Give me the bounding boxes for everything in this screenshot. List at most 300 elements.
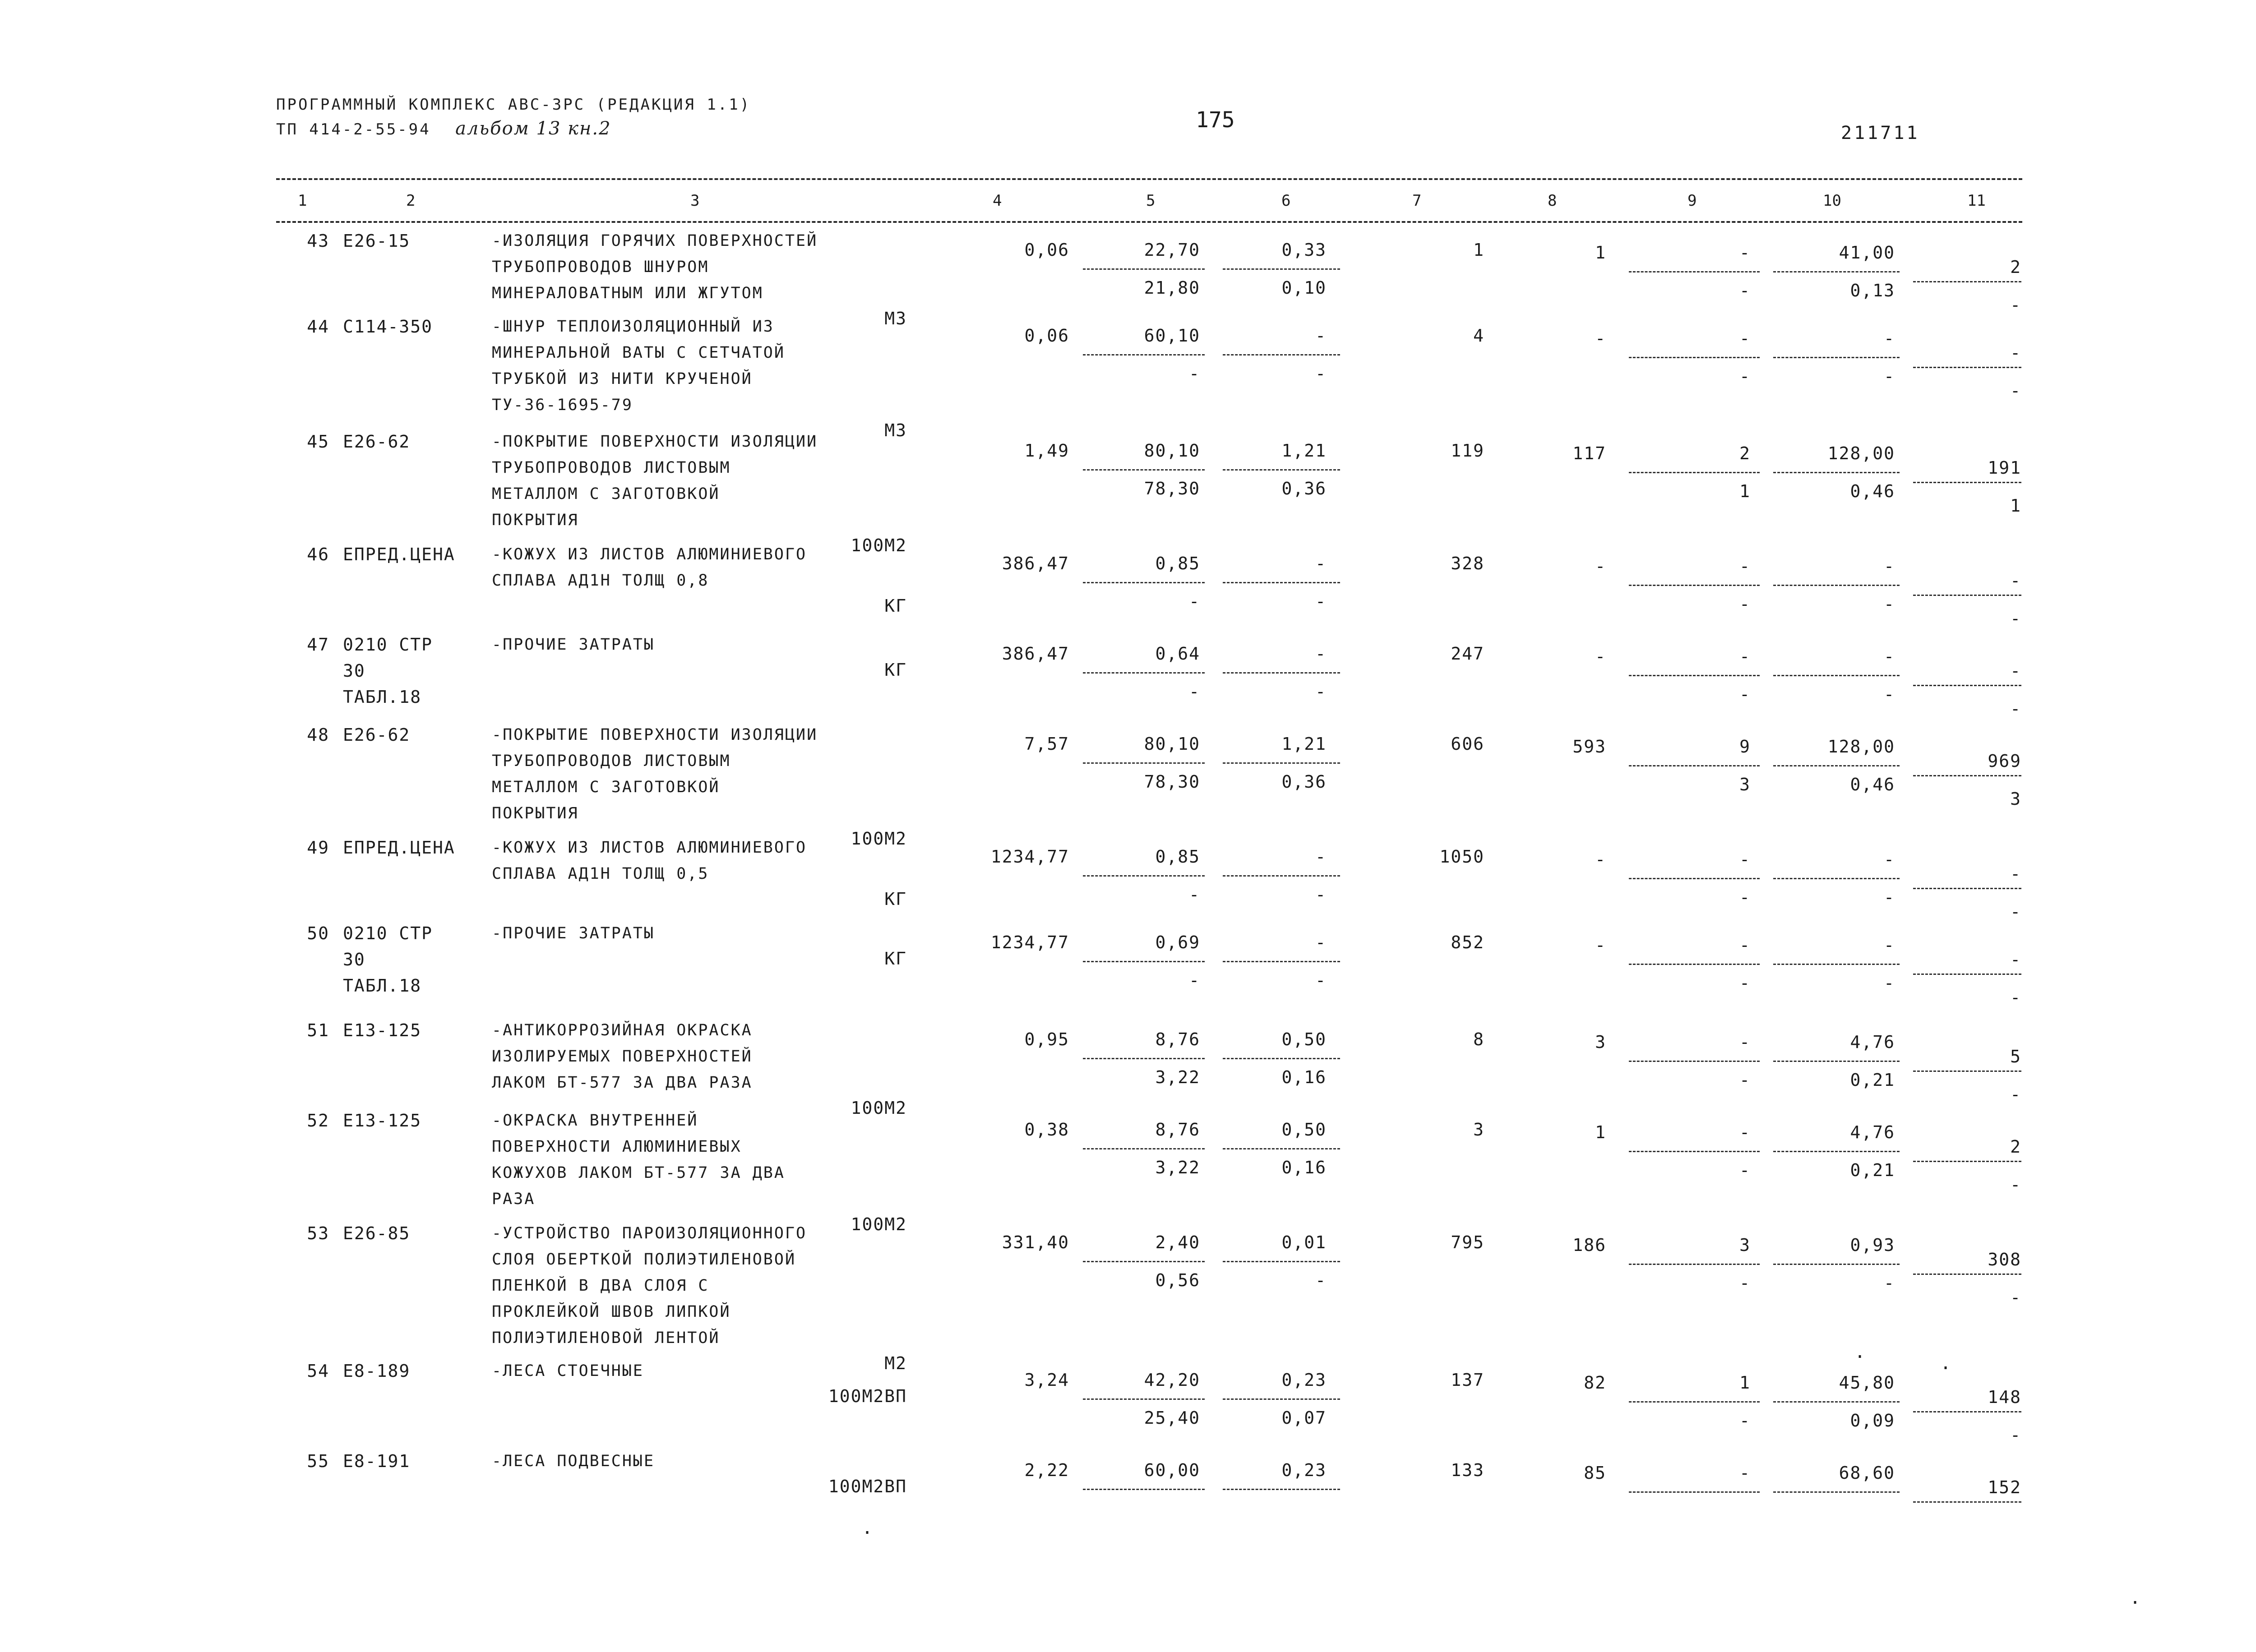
machine-cost: 1,21: [1281, 441, 1327, 461]
work-description: [492, 314, 785, 418]
unit-of-measure: 100М2ВП: [828, 1386, 907, 1406]
labor-total: -: [2010, 950, 2021, 969]
labor-total-machinists: -: [2010, 988, 2021, 1007]
wages-total: 186: [1572, 1235, 1606, 1255]
total-cost: 3: [1473, 1120, 1484, 1140]
sub-rule: [1773, 878, 1900, 879]
unit-price-wages: -: [1189, 364, 1200, 383]
total-cost: 8: [1473, 1029, 1484, 1049]
sub-rule: [1083, 1058, 1205, 1059]
total-cost: 4: [1473, 326, 1484, 346]
labor-per-unit-machinists: -: [1884, 1273, 1895, 1293]
description-line: ИЗОЛИРУЕМЫХ ПОВЕРХНОСТЕЙ: [492, 1047, 753, 1066]
machine-total: -: [1739, 1032, 1751, 1052]
labor-total: -: [2010, 661, 2021, 681]
machine-cost: 0,01: [1281, 1232, 1327, 1252]
description-line: ПОКРЫТИЯ: [492, 804, 579, 822]
machine-total: 3: [1739, 1235, 1751, 1255]
labor-total-machinists: -: [2010, 1287, 2021, 1307]
sub-rule: [1629, 1151, 1760, 1152]
machine-total-wages: -: [1739, 684, 1751, 704]
description-line: ТРУБОПРОВОДОВ ШНУРОМ: [492, 258, 709, 276]
unit-price-wages: 21,80: [1144, 278, 1200, 298]
description-line: -ПОКРЫТИЕ ПОВЕРХНОСТИ ИЗОЛЯЦИИ: [492, 433, 818, 451]
unit-of-measure: 100М2: [851, 1098, 907, 1118]
machine-cost: 0,50: [1281, 1120, 1327, 1140]
column-header-7: 7: [1412, 192, 1422, 210]
quantity: 2,22: [1024, 1460, 1069, 1480]
sub-rule: [1083, 1398, 1205, 1400]
price-code: ТАБЛ.18: [343, 976, 422, 996]
column-header-6: 6: [1281, 192, 1291, 210]
row-number: 43: [307, 231, 329, 251]
total-cost: 606: [1451, 734, 1484, 754]
labor-total: 191: [1988, 458, 2021, 478]
column-header-4: 4: [993, 192, 1002, 210]
description-line: ПОВЕРХНОСТИ АЛЮМИНИЕВЫХ: [492, 1138, 742, 1156]
sub-rule: [1913, 1274, 2021, 1275]
unit-price: 0,85: [1155, 554, 1200, 573]
wages-total: -: [1595, 556, 1606, 576]
sub-rule: [1223, 1489, 1340, 1490]
quantity: 386,47: [1002, 554, 1069, 573]
work-description: [492, 228, 818, 306]
sub-rule: [1083, 762, 1205, 764]
machine-cost: 0,23: [1281, 1460, 1327, 1480]
sub-rule: [1913, 1501, 2021, 1503]
machine-total: 2: [1739, 443, 1751, 463]
sub-rule: [1773, 964, 1900, 965]
sub-rule: [1083, 1148, 1205, 1149]
machine-total-wages: -: [1739, 1070, 1751, 1090]
work-description: [492, 835, 807, 887]
sub-rule: [1629, 1401, 1760, 1403]
description-line: МЕТАЛЛОМ С ЗАГОТОВКОЙ: [492, 485, 720, 503]
handwritten-note: альбом 13 кн.2: [455, 118, 611, 139]
labor-per-unit: -: [1884, 646, 1895, 666]
work-description: [492, 722, 818, 826]
machine-cost-wages: -: [1315, 364, 1327, 383]
sub-rule: [1773, 1264, 1900, 1265]
total-cost: 328: [1451, 554, 1484, 573]
price-code: 30: [343, 950, 365, 969]
sub-rule: [1083, 961, 1205, 962]
description-line: -ЛЕСА СТОЕЧНЫЕ: [492, 1362, 644, 1380]
sub-rule: [1223, 875, 1340, 877]
machine-cost-wages: 0,36: [1281, 479, 1327, 498]
price-code: С114-350: [343, 317, 433, 337]
sub-rule: [1223, 1058, 1340, 1059]
quantity: 1234,77: [990, 847, 1069, 867]
wages-total: -: [1595, 328, 1606, 348]
unit-price: 0,64: [1155, 644, 1200, 664]
labor-total-machinists: -: [2010, 381, 2021, 401]
labor-per-unit-machinists: -: [1884, 594, 1895, 614]
labor-per-unit: -: [1884, 556, 1895, 576]
unit-price-wages: 78,30: [1144, 479, 1200, 498]
labor-total: -: [2010, 864, 2021, 884]
machine-cost: -: [1315, 847, 1327, 867]
row-number: 50: [307, 923, 329, 943]
labor-per-unit-machinists: -: [1884, 684, 1895, 704]
row-number: 45: [307, 432, 329, 452]
labor-per-unit-machinists: 0,46: [1850, 775, 1895, 794]
sub-rule: [1773, 765, 1900, 766]
sub-rule: [1773, 675, 1900, 676]
quantity: 0,06: [1024, 326, 1069, 346]
unit-of-measure: М3: [884, 309, 907, 328]
description-line: ПЛЕНКОЙ В ДВА СЛОЯ С: [492, 1277, 709, 1295]
labor-per-unit: 128,00: [1827, 737, 1895, 757]
row-number: 44: [307, 317, 329, 337]
wages-total: 117: [1572, 443, 1606, 463]
labor-total-machinists: -: [2010, 1084, 2021, 1104]
unit-price: 0,85: [1155, 847, 1200, 867]
unit-price-wages: 0,56: [1155, 1270, 1200, 1290]
description-line: ТРУБКОЙ ИЗ НИТИ КРУЧЕНОЙ: [492, 370, 753, 388]
total-cost: 1: [1473, 240, 1484, 260]
total-cost: 133: [1451, 1460, 1484, 1480]
sub-rule: [1773, 585, 1900, 586]
machine-total-wages: 3: [1739, 775, 1751, 794]
scan-speck: ·: [2130, 1592, 2141, 1613]
description-line: ЛАКОМ БТ-577 ЗА ДВА РАЗА: [492, 1074, 753, 1092]
sub-rule: [1629, 765, 1760, 766]
description-line: -УСТРОЙСТВО ПАРОИЗОЛЯЦИОННОГО: [492, 1224, 807, 1242]
description-line: СЛОЯ ОБЕРТКОЙ ПОЛИЭТИЛЕНОВОЙ: [492, 1251, 796, 1269]
labor-per-unit: 4,76: [1850, 1032, 1895, 1052]
machine-total: 1: [1739, 1373, 1751, 1393]
sub-rule: [1773, 1151, 1900, 1152]
sub-rule: [1223, 268, 1340, 270]
labor-total-machinists: 1: [2010, 496, 2021, 516]
sub-rule: [1629, 1264, 1760, 1265]
description-line: -ПРОЧИЕ ЗАТРАТЫ: [492, 636, 655, 654]
row-number: 49: [307, 838, 329, 858]
sub-rule: [1913, 595, 2021, 596]
description-line: СПЛАВА АД1Н ТОЛЩ 0,5: [492, 865, 709, 883]
description-line: -АНТИКОРРОЗИЙНАЯ ОКРАСКА: [492, 1021, 753, 1039]
price-code: Е26-85: [343, 1223, 411, 1243]
machine-cost: 0,33: [1281, 240, 1327, 260]
machine-total: -: [1739, 646, 1751, 666]
sub-rule: [1629, 585, 1760, 586]
work-description: [492, 1017, 753, 1096]
unit-price: 42,20: [1144, 1370, 1200, 1390]
labor-per-unit: -: [1884, 849, 1895, 869]
machine-cost-wages: 0,07: [1281, 1408, 1327, 1428]
sub-rule: [1223, 1398, 1340, 1400]
total-cost: 247: [1451, 644, 1484, 664]
sub-rule: [1773, 1401, 1900, 1403]
labor-total: -: [2010, 571, 2021, 591]
machine-total: -: [1739, 935, 1751, 955]
description-line: МИНЕРАЛОВАТНЫМ ИЛИ ЖГУТОМ: [492, 284, 763, 302]
wages-total: 85: [1584, 1463, 1606, 1483]
sub-rule: [1083, 672, 1205, 674]
sub-rule: [1223, 961, 1340, 962]
price-code: Е26-62: [343, 432, 411, 452]
work-description: [492, 429, 818, 533]
wages-total: 593: [1572, 737, 1606, 757]
total-cost: 137: [1451, 1370, 1484, 1390]
machine-cost: -: [1315, 326, 1327, 346]
unit-price: 8,76: [1155, 1120, 1200, 1140]
sub-rule: [1913, 775, 2021, 776]
machine-total-wages: -: [1739, 973, 1751, 993]
labor-total-machinists: -: [2010, 902, 2021, 922]
project-code: ТП 414-2-55-94: [276, 120, 431, 138]
column-header-11: 11: [1967, 192, 1986, 210]
machine-total: 9: [1739, 737, 1751, 757]
description-line: МИНЕРАЛЬНОЙ ВАТЫ С СЕТЧАТОЙ: [492, 344, 785, 362]
machine-cost-wages: 0,16: [1281, 1158, 1327, 1177]
sub-rule: [1629, 675, 1760, 676]
labor-total: 152: [1988, 1477, 2021, 1497]
sub-rule: [1629, 1061, 1760, 1062]
machine-total: -: [1739, 556, 1751, 576]
machine-cost: -: [1315, 554, 1327, 573]
sub-rule: [1773, 1491, 1900, 1493]
column-header-2: 2: [406, 192, 416, 210]
machine-total: -: [1739, 849, 1751, 869]
work-description: [492, 541, 807, 594]
price-code: Е13-125: [343, 1020, 422, 1040]
quantity: 0,38: [1024, 1120, 1069, 1140]
quantity: 1,49: [1024, 441, 1069, 461]
machine-cost: -: [1315, 644, 1327, 664]
price-code: Е13-125: [343, 1111, 422, 1131]
labor-total-machinists: -: [2010, 1425, 2021, 1445]
unit-of-measure: М2: [884, 1353, 907, 1373]
sub-rule: [1913, 1071, 2021, 1072]
description-line: -ЛЕСА ПОДВЕСНЫЕ: [492, 1452, 655, 1470]
machine-total-wages: -: [1739, 594, 1751, 614]
machine-total-wages: -: [1739, 887, 1751, 907]
page-number: 175: [1196, 107, 1235, 133]
sub-rule: [1083, 469, 1205, 471]
machine-cost-wages: -: [1315, 1270, 1327, 1290]
column-header-10: 10: [1823, 192, 1841, 210]
labor-total: -: [2010, 343, 2021, 363]
unit-of-measure: КГ: [884, 596, 907, 616]
machine-total-wages: -: [1739, 281, 1751, 300]
machine-cost-wages: -: [1315, 682, 1327, 701]
quantity: 3,24: [1024, 1370, 1069, 1390]
unit-price-wages: 78,30: [1144, 772, 1200, 792]
labor-per-unit-machinists: -: [1884, 887, 1895, 907]
price-code: ТАБЛ.18: [343, 687, 422, 707]
price-code: 0210 СТР: [343, 635, 433, 655]
unit-price: 22,70: [1144, 240, 1200, 260]
unit-of-measure: 100М2ВП: [828, 1477, 907, 1496]
wages-total: -: [1595, 849, 1606, 869]
price-code: Е26-62: [343, 725, 411, 745]
row-number: 48: [307, 725, 329, 745]
sub-rule: [1629, 271, 1760, 272]
unit-price-wages: 3,22: [1155, 1158, 1200, 1177]
price-code: 0210 СТР: [343, 923, 433, 943]
total-cost: 852: [1451, 932, 1484, 952]
description-line: ТРУБОПРОВОДОВ ЛИСТОВЫМ: [492, 752, 731, 770]
description-line: ПРОКЛЕЙКОЙ ШВОВ ЛИПКОЙ: [492, 1303, 731, 1321]
machine-total: -: [1739, 243, 1751, 263]
wages-total: 1: [1595, 243, 1606, 263]
labor-total-machinists: -: [2010, 295, 2021, 315]
sub-rule: [1773, 1061, 1900, 1062]
sub-rule: [1913, 974, 2021, 975]
unit-of-measure: КГ: [884, 949, 907, 969]
unit-price-wages: -: [1189, 682, 1200, 701]
labor-total: 308: [1988, 1250, 2021, 1269]
row-number: 55: [307, 1451, 329, 1471]
sub-rule: [1223, 762, 1340, 764]
machine-total-wages: -: [1739, 1273, 1751, 1293]
wages-total: 3: [1595, 1032, 1606, 1052]
description-line: -КОЖУХ ИЗ ЛИСТОВ АЛЮМИНИЕВОГО: [492, 839, 807, 857]
labor-total: 969: [1988, 751, 2021, 771]
description-line: -ОКРАСКА ВНУТРЕННЕЙ: [492, 1112, 698, 1130]
unit-price-wages: -: [1189, 591, 1200, 611]
scan-speck: ·: [1940, 1358, 1951, 1379]
description-line: ПОЛИЭТИЛЕНОВОЙ ЛЕНТОЙ: [492, 1329, 720, 1347]
description-line: ТРУБОПРОВОДОВ ЛИСТОВЫМ: [492, 459, 731, 477]
price-code: Е26-15: [343, 231, 411, 251]
machine-total: -: [1739, 328, 1751, 348]
labor-per-unit-machinists: 0,21: [1850, 1070, 1895, 1090]
description-line: -ПРОЧИЕ ЗАТРАТЫ: [492, 924, 655, 942]
labor-per-unit: 41,00: [1839, 243, 1895, 263]
machine-cost-wages: 0,10: [1281, 278, 1327, 298]
unit-of-measure: 100М2: [851, 1214, 907, 1234]
machine-total-wages: -: [1739, 1160, 1751, 1180]
machine-cost-wages: 0,36: [1281, 772, 1327, 792]
price-code: ЕПРЕД.ЦЕНА: [343, 838, 455, 858]
labor-per-unit: 68,60: [1839, 1463, 1895, 1483]
sub-rule: [1913, 1161, 2021, 1162]
quantity: 0,06: [1024, 240, 1069, 260]
labor-total: 148: [1988, 1387, 2021, 1407]
sub-rule: [1223, 582, 1340, 583]
description-line: -ИЗОЛЯЦИЯ ГОРЯЧИХ ПОВЕРХНОСТЕЙ: [492, 232, 818, 250]
sub-rule: [1083, 1261, 1205, 1262]
column-header-8: 8: [1548, 192, 1557, 210]
sub-rule: [1773, 357, 1900, 358]
quantity: 386,47: [1002, 644, 1069, 664]
machine-cost: 1,21: [1281, 734, 1327, 754]
labor-per-unit: 128,00: [1827, 443, 1895, 463]
total-cost: 795: [1451, 1232, 1484, 1252]
column-header-1: 1: [298, 192, 307, 210]
wages-total: -: [1595, 935, 1606, 955]
sub-rule: [1913, 685, 2021, 686]
sub-rule: [1223, 354, 1340, 355]
quantity: 1234,77: [990, 932, 1069, 952]
labor-total-machinists: -: [2010, 609, 2021, 628]
labor-per-unit-machinists: -: [1884, 973, 1895, 993]
unit-price: 8,76: [1155, 1029, 1200, 1049]
machine-cost: 0,23: [1281, 1370, 1327, 1390]
sub-rule: [1913, 281, 2021, 282]
quantity: 7,57: [1024, 734, 1069, 754]
sub-rule: [1083, 354, 1205, 355]
sub-rule: [1913, 482, 2021, 483]
row-number: 54: [307, 1361, 329, 1381]
unit-of-measure: КГ: [884, 660, 907, 680]
work-description: [492, 1358, 644, 1384]
labor-total-machinists: -: [2010, 699, 2021, 719]
total-cost: 1050: [1439, 847, 1484, 867]
table-header-rule: [276, 221, 2022, 223]
machine-cost: -: [1315, 932, 1327, 952]
description-line: ТУ-36-1695-79: [492, 396, 633, 414]
row-number: 53: [307, 1223, 329, 1243]
description-line: -ПОКРЫТИЕ ПОВЕРХНОСТИ ИЗОЛЯЦИИ: [492, 726, 818, 744]
labor-total: 2: [2010, 257, 2021, 277]
labor-per-unit-machinists: 0,09: [1850, 1411, 1895, 1431]
description-line: РАЗА: [492, 1190, 536, 1208]
scan-speck: ·: [862, 1523, 873, 1543]
sub-rule: [1223, 1261, 1340, 1262]
unit-price-wages: -: [1189, 970, 1200, 990]
sub-rule: [1629, 1491, 1760, 1493]
unit-of-measure: М3: [884, 420, 907, 440]
unit-price: 80,10: [1144, 441, 1200, 461]
machine-cost-wages: -: [1315, 970, 1327, 990]
unit-of-measure: 100М2: [851, 829, 907, 849]
description-line: ПОКРЫТИЯ: [492, 511, 579, 529]
column-header-9: 9: [1687, 192, 1697, 210]
header-line-1: ПРОГРАММНЫЙ КОМПЛЕКС АВС-3РС (РЕДАКЦИЯ 1.1): [276, 96, 751, 114]
machine-total-wages: 1: [1739, 481, 1751, 501]
sub-rule: [1083, 875, 1205, 877]
sub-rule: [1223, 1148, 1340, 1149]
labor-per-unit: 4,76: [1850, 1122, 1895, 1142]
sub-rule: [1223, 672, 1340, 674]
machine-total: -: [1739, 1122, 1751, 1142]
quantity: 0,95: [1024, 1029, 1069, 1049]
machine-total-wages: -: [1739, 1411, 1751, 1431]
work-description: [492, 632, 655, 658]
sub-rule: [1913, 888, 2021, 889]
row-number: 52: [307, 1111, 329, 1131]
machine-total: -: [1739, 1463, 1751, 1483]
sub-rule: [1083, 268, 1205, 270]
total-cost: 119: [1451, 441, 1484, 461]
scan-speck: ·: [1854, 1347, 1866, 1367]
sub-rule: [1913, 367, 2021, 368]
labor-total-machinists: -: [2010, 1175, 2021, 1195]
row-number: 46: [307, 545, 329, 564]
unit-price-wages: 25,40: [1144, 1408, 1200, 1428]
work-description: [492, 920, 655, 946]
document-number: 211711: [1841, 123, 1920, 143]
description-line: -КОЖУХ ИЗ ЛИСТОВ АЛЮМИНИЕВОГО: [492, 545, 807, 563]
machine-total-wages: -: [1739, 366, 1751, 386]
machine-cost: 0,50: [1281, 1029, 1327, 1049]
row-number: 47: [307, 635, 329, 655]
price-code: 30: [343, 661, 365, 681]
sub-rule: [1629, 964, 1760, 965]
description-line: -ШНУР ТЕПЛОИЗОЛЯЦИОННЫЙ ИЗ: [492, 318, 774, 336]
unit-price: 80,10: [1144, 734, 1200, 754]
labor-per-unit: 0,93: [1850, 1235, 1895, 1255]
description-line: КОЖУХОВ ЛАКОМ БТ-577 ЗА ДВА: [492, 1164, 785, 1182]
machine-cost-wages: 0,16: [1281, 1067, 1327, 1087]
wages-total: 1: [1595, 1122, 1606, 1142]
unit-price: 60,00: [1144, 1460, 1200, 1480]
unit-price-wages: 3,22: [1155, 1067, 1200, 1087]
